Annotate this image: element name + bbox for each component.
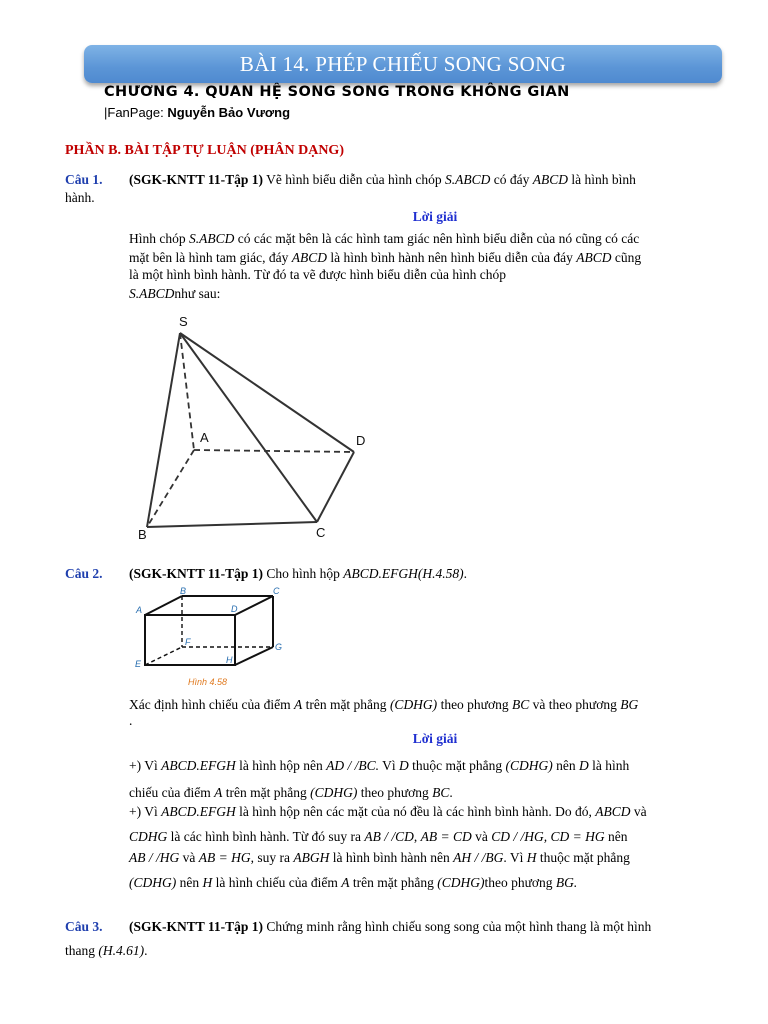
- q1-line2: hành.: [65, 190, 95, 205]
- sol-text: cũng: [611, 250, 642, 265]
- sol-math: (CDHG): [505, 758, 553, 773]
- sol-math: AB / /HG: [129, 850, 180, 865]
- box-label-C: C: [273, 586, 280, 596]
- q2-text: trên mặt phẳng: [305, 697, 390, 712]
- q2-prompt-period: .: [129, 713, 133, 728]
- sol-text: thuộc mặt phẳng: [536, 850, 630, 865]
- edge-EF-hidden: [145, 647, 182, 665]
- q1-text: Vẽ hình biểu diễn của hình chóp: [263, 172, 445, 187]
- box-label-F: F: [185, 637, 191, 647]
- figure-caption: Hình 4.58: [188, 677, 228, 687]
- sol-text: nên: [176, 875, 203, 890]
- q1-sol-line4: [129, 286, 220, 302]
- sol-text: và: [630, 804, 647, 819]
- sol-text: có các mặt bên là các hình tam giác nên hình biểu diễn của nó cũng có các: [234, 231, 640, 246]
- q3-text: thang: [65, 943, 99, 958]
- q2-math: BC: [512, 697, 530, 712]
- edge-SC: [180, 333, 317, 522]
- sol-math: D: [399, 758, 409, 773]
- q2-num-label: Câu 2.: [65, 566, 103, 581]
- q3-line1: [129, 919, 651, 935]
- q2-prompt-line1: [129, 697, 638, 713]
- sol-text: trên mặt phẳng: [352, 875, 438, 890]
- q3-line2: [65, 943, 148, 959]
- sol-text: mặt bên là hình tam giác, đáy: [129, 250, 292, 265]
- fanpage-name: Nguyễn Bảo Vương: [167, 105, 291, 120]
- sol-math: (CDHG): [437, 875, 485, 890]
- label-B: B: [138, 527, 147, 542]
- sol-math: ABCD: [595, 804, 631, 819]
- sol-math: D: [579, 758, 589, 773]
- box-figure: [130, 585, 295, 690]
- sol-text: , suy ra: [250, 850, 294, 865]
- label-S: S: [179, 314, 188, 329]
- chapter-title: CHƯƠNG 4. QUAN HỆ SONG SONG TRONG KHÔNG GIAN: [104, 84, 570, 100]
- q1-line1-text: [129, 172, 636, 188]
- q1-sol-line2: [129, 250, 641, 266]
- sol-math: BG.: [555, 875, 578, 890]
- q2-text: Xác định hình chiếu của điểm: [129, 697, 294, 712]
- sol-math: AH / /BG: [453, 850, 504, 865]
- q3-number: [65, 919, 103, 935]
- q1-text: là hình bình: [567, 172, 636, 187]
- sol-text: là hình bình hành nên: [329, 850, 454, 865]
- q2-sol-line6: [129, 875, 577, 891]
- sol-text: trên mặt phẳng: [225, 785, 311, 800]
- sol-text: là hình chiếu của điểm: [212, 875, 342, 890]
- sol-math: H: [526, 850, 537, 865]
- box-label-E: E: [135, 659, 142, 669]
- sol-math: CDHG: [129, 829, 168, 844]
- sol-text: +) Vì: [129, 804, 162, 819]
- edge-BC: [147, 522, 317, 527]
- box-label-H: H: [226, 655, 233, 665]
- edge-CD: [317, 452, 354, 522]
- sol-text: Hình chóp: [129, 231, 189, 246]
- box-label-G: G: [275, 642, 283, 652]
- lesson-title: BÀI 14. PHÉP CHIẾU SONG SONG: [239, 52, 567, 76]
- q1-source: (SGK-KNTT 11-Tập 1): [129, 172, 264, 187]
- sol-text: ,: [413, 829, 421, 844]
- q2-math: (CDHG): [389, 697, 438, 712]
- sol-math: S.ABCD: [129, 286, 175, 301]
- q2-text: .: [463, 566, 468, 581]
- q3-text: Chứng minh rằng hình chiếu song song của một hình thang là một hình: [263, 919, 652, 934]
- sol-text: là các hình bình hành. Từ đó suy ra: [167, 829, 365, 844]
- q1-math: ABCD: [532, 172, 568, 187]
- q2-source: (SGK-KNTT 11-Tập 1): [129, 566, 264, 581]
- q2-sol-line4: [129, 829, 628, 845]
- edge-HG: [235, 647, 273, 665]
- q2-text: Cho hình hộp: [263, 566, 344, 581]
- box-label-D: D: [231, 604, 238, 614]
- sol-text: Vì: [379, 758, 400, 773]
- fanpage-line: [104, 105, 290, 120]
- sol-math: ABCD.EFGH: [161, 804, 236, 819]
- label-C: C: [316, 525, 326, 540]
- sol-text: nên: [552, 758, 579, 773]
- q2-sol-line3: [129, 804, 647, 820]
- q2-math: (H.4.58): [417, 566, 464, 581]
- q2-text: theo phương: [437, 697, 513, 712]
- section-title: PHẦN B. BÀI TẬP TỰ LUẬN (PHÂN DẠNG): [65, 143, 344, 158]
- sol-math: BC: [432, 785, 450, 800]
- sol-text: theo phương: [484, 875, 556, 890]
- sol-text: và: [471, 829, 492, 844]
- q3-num-label: Câu 3.: [65, 919, 103, 934]
- sol-text: chiếu của điểm: [129, 785, 215, 800]
- edge-AB: [145, 596, 182, 615]
- q1-sol-line1: [129, 231, 639, 247]
- q2-sol-line1: [129, 758, 629, 774]
- sol-text: là hình hộp nên: [235, 758, 327, 773]
- pyramid-figure: [130, 305, 380, 545]
- q2-sol-line5: [129, 850, 630, 866]
- sol-text: và: [179, 850, 199, 865]
- sol-math: (CDHG): [310, 785, 358, 800]
- q1-solution-title: Lời giải: [412, 209, 458, 224]
- sol-text: là hình hộp nên các mặt của nó đều là các hình bình hành. Do đó,: [235, 804, 596, 819]
- sol-text: theo phương: [357, 785, 433, 800]
- sol-math: S.ABCD: [189, 231, 235, 246]
- q2-line1: [129, 566, 467, 582]
- edge-SB: [147, 333, 180, 527]
- sol-text: . Vì: [503, 850, 527, 865]
- q2-number: [65, 566, 103, 582]
- sol-math: AD / /BC.: [326, 758, 379, 773]
- sol-math: H: [202, 875, 213, 890]
- sol-math: ABCD: [291, 250, 327, 265]
- sol-math: A: [214, 785, 223, 800]
- label-A: A: [200, 430, 209, 445]
- sol-math: AB = CD: [420, 829, 472, 844]
- q1-number: Câu 1.: [65, 172, 103, 187]
- sol-math: CD / /HG, CD = HG: [491, 829, 605, 844]
- sol-text: là hình: [588, 758, 630, 773]
- sol-math: A: [341, 875, 350, 890]
- q1-text: có đáy: [490, 172, 533, 187]
- sol-math: ABCD.EFGH: [161, 758, 236, 773]
- q2-text: và theo phương: [532, 697, 621, 712]
- q1-sol-line3: là một hình bình hành. Từ đó ta vẽ được hình biểu diễn của hình chóp: [129, 267, 506, 282]
- q2-solution-title: Lời giải: [412, 731, 458, 746]
- q2-sol-line2: [129, 785, 453, 801]
- q2-math: BG: [620, 697, 639, 712]
- box-label-B: B: [180, 586, 187, 596]
- edge-AD-hidden: [194, 450, 354, 452]
- sol-text: .: [449, 785, 453, 800]
- fanpage-prefix: |FanPage:: [104, 105, 168, 120]
- label-D: D: [356, 433, 366, 448]
- q3-math: (H.4.61): [98, 943, 145, 958]
- sol-math: ABCD: [576, 250, 612, 265]
- q1-line1: [65, 172, 103, 188]
- sol-math: (CDHG): [129, 875, 177, 890]
- sol-math: ABGH: [293, 850, 330, 865]
- q2-math: A: [293, 697, 303, 712]
- sol-text: +) Vì: [129, 758, 162, 773]
- sol-text: nên: [604, 829, 628, 844]
- sol-text: là hình bình hành nên hình biểu diễn của đáy: [326, 250, 577, 265]
- q1-math: S.ABCD: [445, 172, 491, 187]
- sol-math: AB = HG: [198, 850, 251, 865]
- sol-text: như sau:: [174, 286, 221, 301]
- q3-text: .: [144, 943, 148, 958]
- q3-source: (SGK-KNTT 11-Tập 1): [129, 919, 264, 934]
- sol-math: AB / /CD: [364, 829, 414, 844]
- edge-DC: [235, 596, 273, 615]
- sol-text: thuộc mặt phẳng: [412, 758, 506, 773]
- q2-math: ABCD.EFGH: [343, 566, 418, 581]
- box-label-A: A: [136, 605, 143, 615]
